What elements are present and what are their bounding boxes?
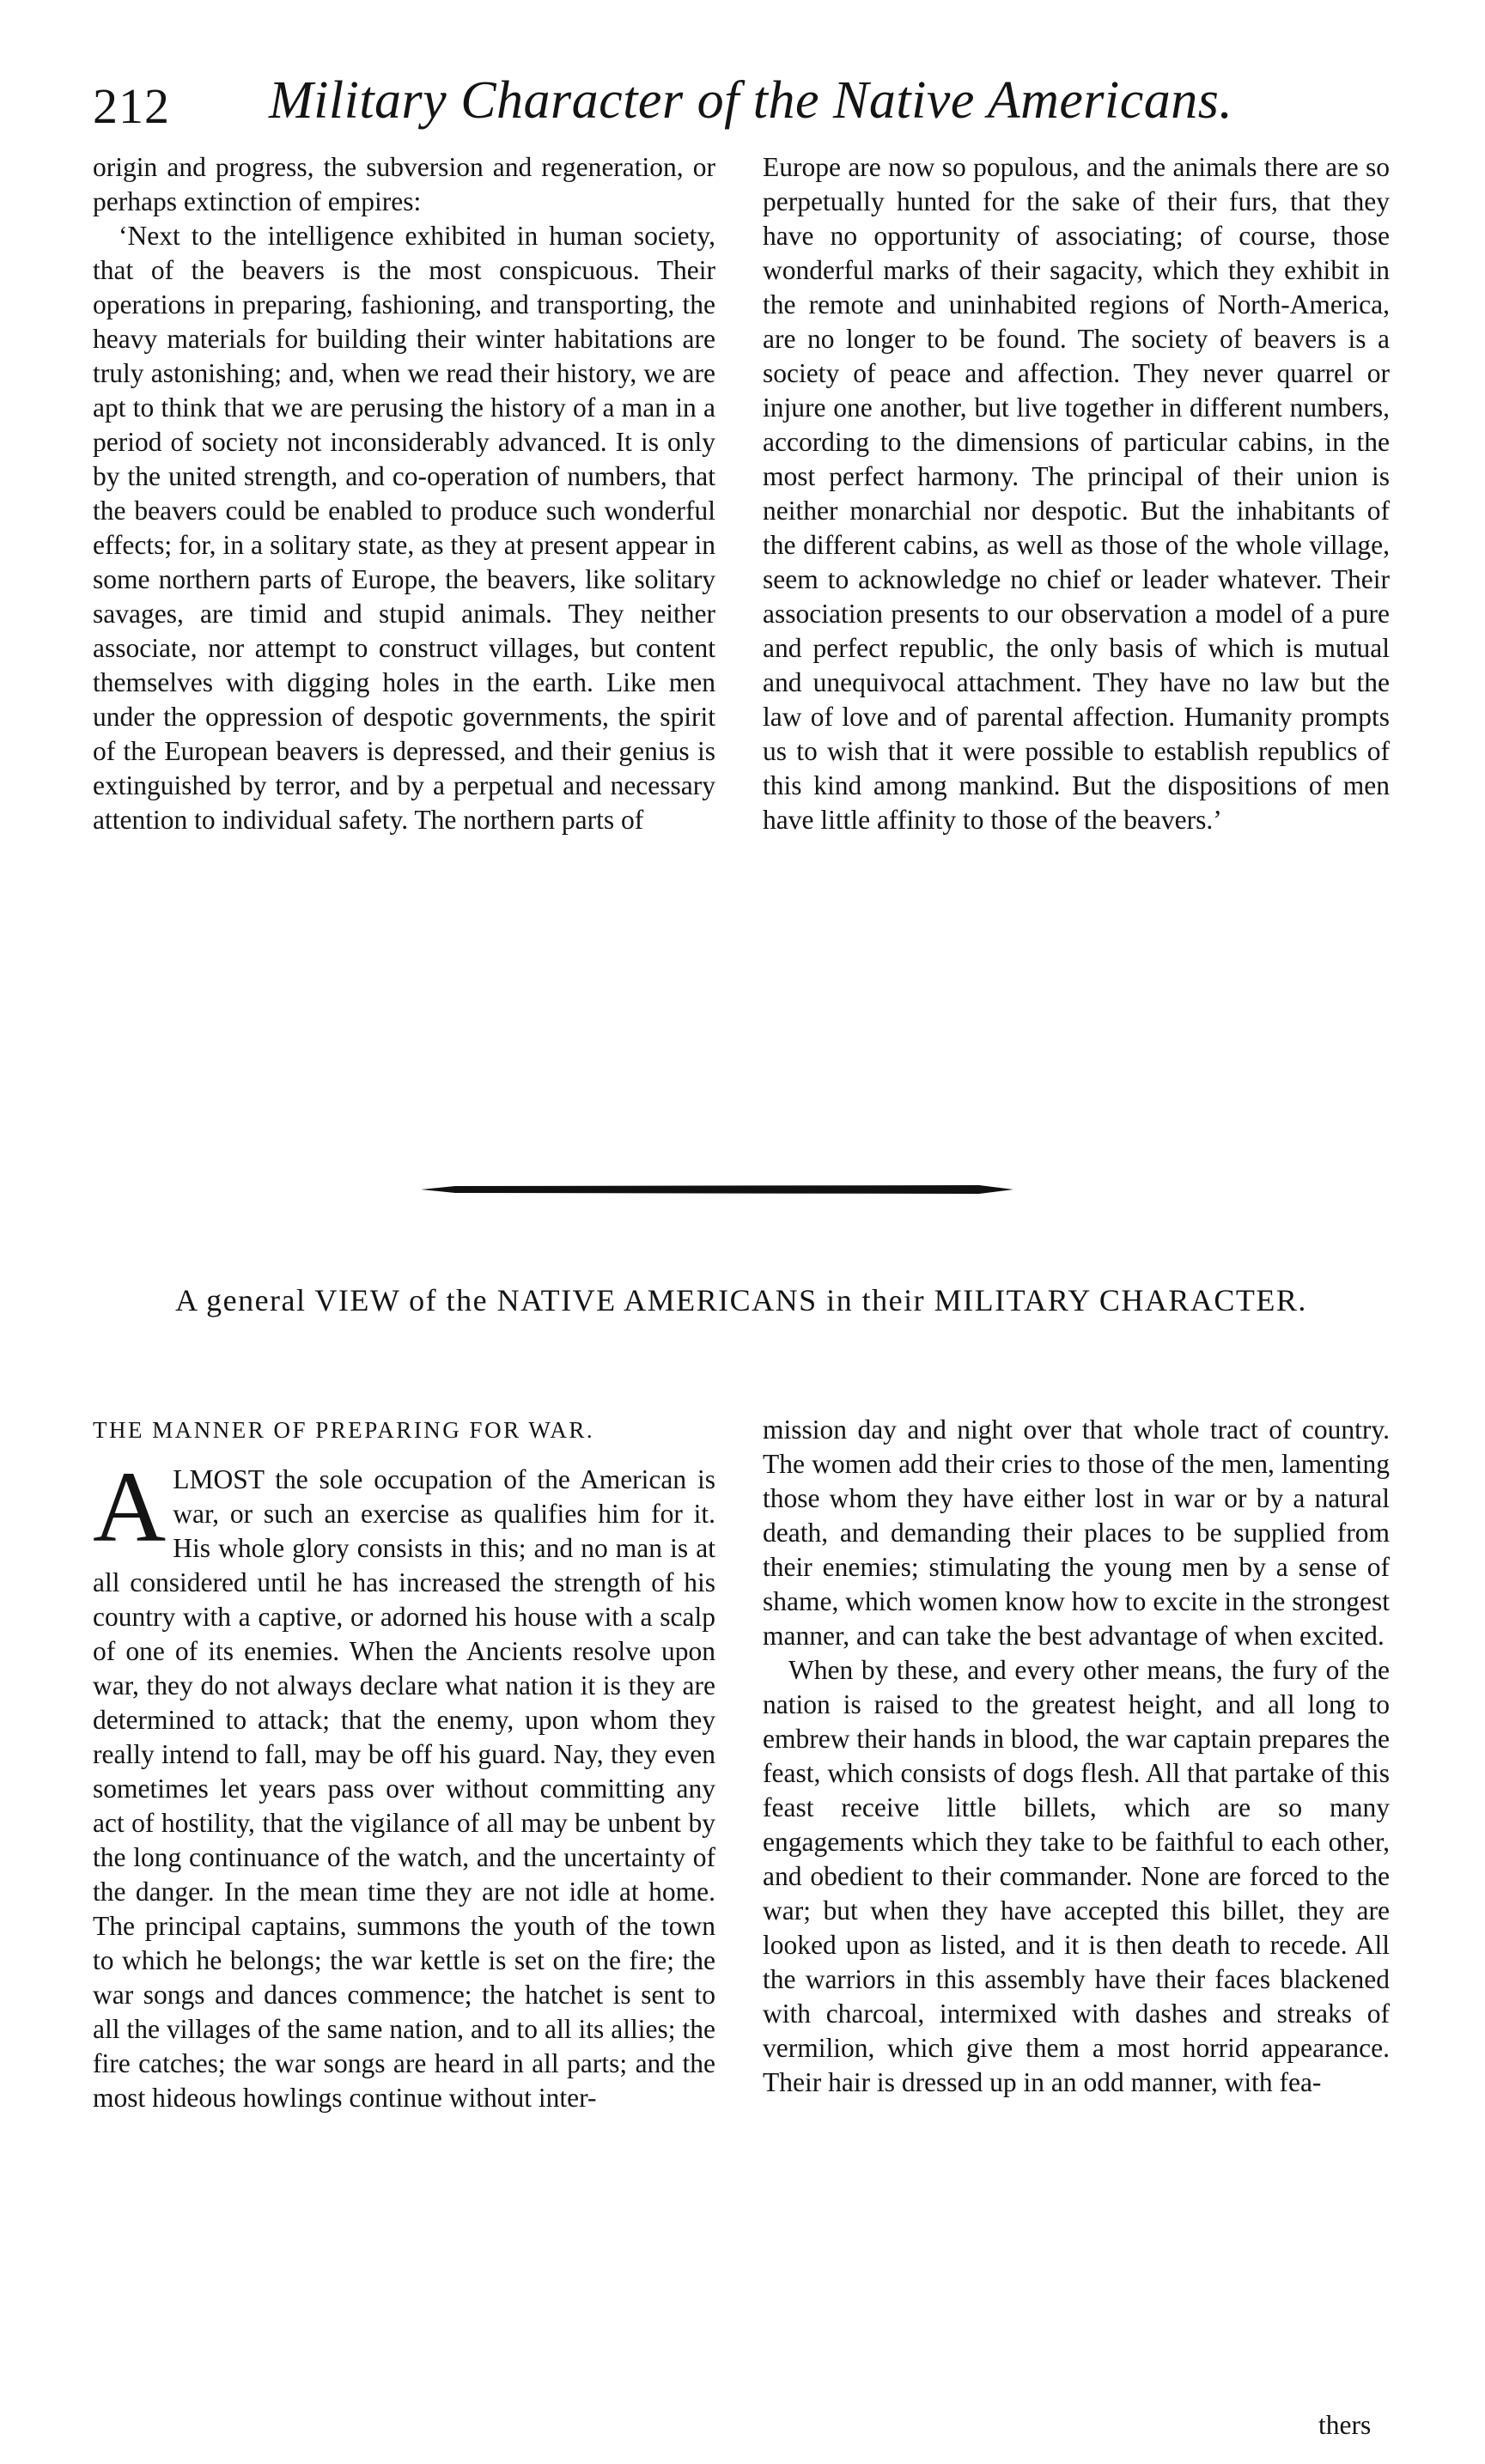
section-subheading: THE MANNER OF PREPARING FOR WAR. (93, 1417, 595, 1443)
paragraph: origin and progress, the subversion and regeneration, or perhaps extinction of empires: (93, 152, 715, 216)
drop-cap: A (93, 1451, 167, 1563)
top-left-column (93, 150, 715, 837)
running-head (93, 70, 1235, 139)
paragraph: ‘Next to the intelligence exhibited in human society, that of the beavers is the most conspicuous. Their operations in preparing, fashioning, and transporting, the heavy materials for building their winter habitations are truly astonishing; and, when we read their history, we are apt to think that we are perusing the history of a man in a period of society not inconsiderably advanced. It is only by the united strength, and co-operation of numbers, that the beavers could be enabled to produce such wonderful effects; for, in a solitary state, as they at present appear in some northern parts of Europe, the beavers, like solitary savages, are timid and stupid animals. They neither associate, nor attempt to construct villages, but content themselves with digging holes in the earth. Like men under the oppression of despotic governments, the spirit of the European beavers is depressed, and their genius is extinguished by terror, and by a perpetual and necessary attention to individual safety. The northern parts of (93, 221, 715, 835)
paragraph: When by these, and every other means, the fury of the nation is raised to the greatest height, and all long to embrew their hands in blood, the war captain prepares the feast, which consists of dogs flesh. All that partake of this feast receive little billets, which are so many engagements which they take to be faithful to each other, and obedient to their commander. None are forced to the war; but when they have accepted this billet, they are looked upon as listed, and it is then death to recede. All the warriors in this assembly have their faces blackened with charcoal, intermixed with dashes and streaks of vermilion, which give them a most horrid appearance. Their hair is dressed up in an odd manner, with fea- (763, 1655, 1390, 2097)
bottom-right-column (763, 1413, 1390, 2100)
running-title: Military Character of the Native Americans. (269, 71, 1233, 130)
bottom-left-column (93, 1413, 715, 2115)
top-right-column (763, 150, 1390, 837)
paragraph: mission day and night over that whole tract of country. The women add their cries to those of the men, lamenting those whom they have either lost in war or by a natural death, and demanding their places to be supplied from their enemies; stimulating the young men by a sense of shame, which women know how to excite in the strongest manner, and can take the best advantage of when excited. (763, 1415, 1390, 1651)
section-divider-rule (421, 1181, 1013, 1198)
paragraph: Europe are now so populous, and the animals there are so perpetually hunted for the sake of their furs, that they have no opportunity of associating; of course, those wonderful marks of their sagacity, which they exhibit in the remote and uninhabited regions of North-America, are no longer to be found. The society of beavers is a society of peace and affection. They never quarrel or injure one another, but live together in different numbers, according to the dimensions of particular cabins, in the most perfect harmony. The principal of their union is neither monarchial nor despotic. But the inhabitants of the different cabins, as well as those of the whole village, seem to acknowledge no chief or leader whatever. Their association presents to our observation a model of a pure and perfect republic, the only basis of which is mutual and unequivocal attachment. They have no law but the law of love and of parental affection. Humanity prompts us to wish that it were possible to establish republics of this kind among mankind. But the dispositions of men have little affinity to those of the beavers.’ (763, 152, 1390, 835)
section-heading: A general VIEW of the NATIVE AMERICANS in their MILITARY CHARACTER. (175, 1283, 1307, 1317)
paragraph (93, 1451, 715, 2115)
catchword: thers (1318, 2410, 1372, 2440)
page-number: 212 (93, 78, 170, 134)
thick-thin-rule-icon (421, 1181, 1013, 1198)
paragraph-text: LMOST the sole occupation of the American is war, or such an exercise as qualifies him for it. His whole glory consists in this; and no man is at all considered until he has increased the strength of his country with a captive, or adorned his house with a scalp of one of its enemies. When the Ancients resolve upon war, they do not always declare what nation it is they are determined to attack; that the enemy, upon whom they really intend to fall, may be off his guard. Nay, they even sometimes let years pass over without committing any act of hostility, that the vigilance of all may be unbent by the long continuance of the watch, and the uncertainty of the danger. In the mean time they are not idle at home. The principal captains, summons the youth of the town to which he belongs; the war kettle is set on the fire; the war songs and dances commence; the hatchet is sent to all the villages of the same nation, and to all its allies; the fire catches; the war songs are heard in all parts; and the most hideous howlings continue without inter- (93, 1464, 715, 2113)
